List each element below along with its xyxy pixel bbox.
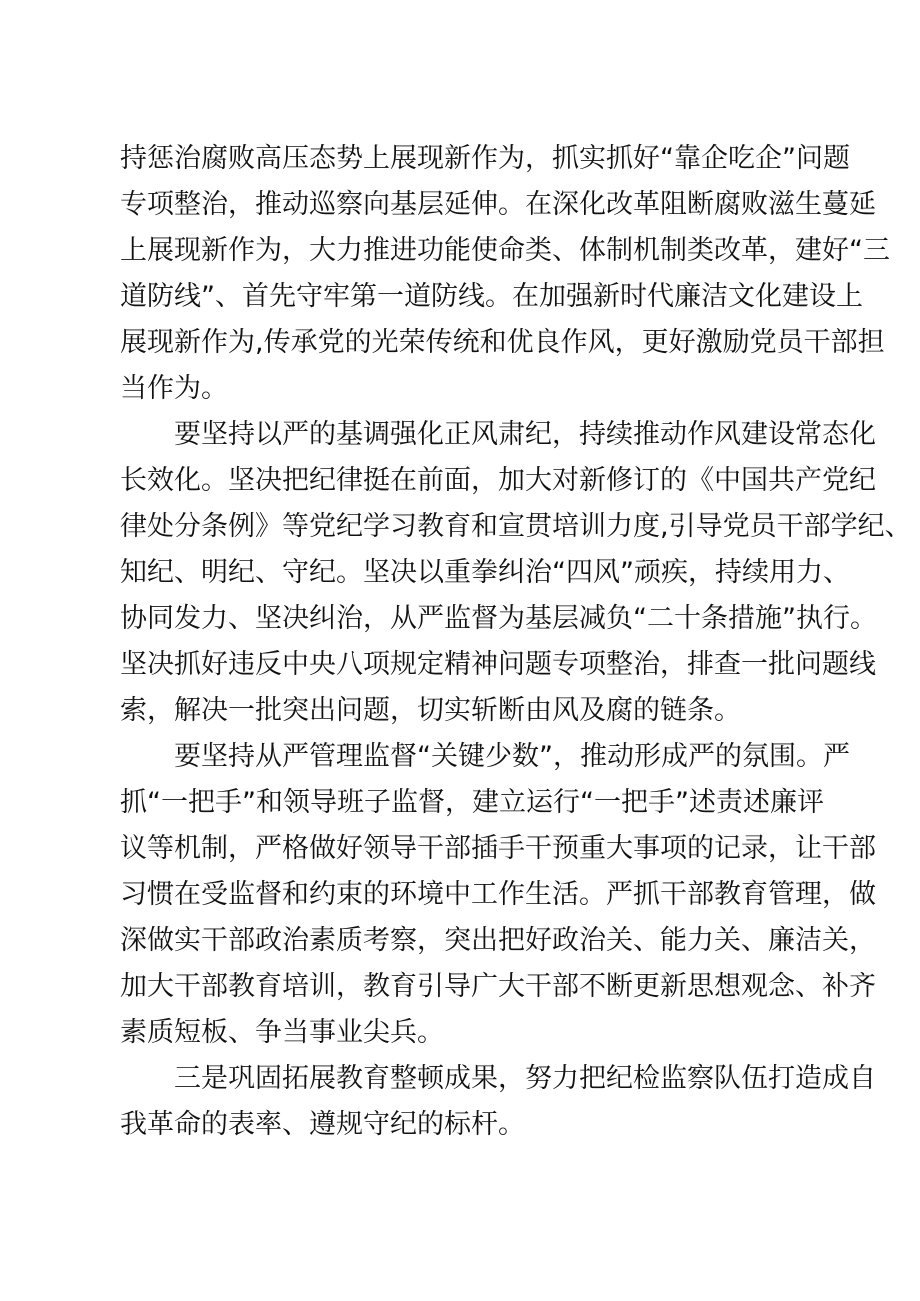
text-line: 三是巩固拓展教育整顿成果，努力把纪检监察队伍打造成自	[120, 1063, 876, 1094]
text-line: 律处分条例》等党纪学习教育和宣贯培训力度,引导党员干部学纪、	[120, 511, 912, 542]
text-line: 要坚持以严的基调强化正风肃纪，持续推动作风建设常态化	[120, 419, 876, 450]
text-line: 知纪、明纪、守纪。坚决以重拳纠治“四风”顽疾，持续用力、	[120, 557, 850, 588]
text-line: 索，解决一批突出问题，切实斩断由风及腐的链条。	[120, 695, 741, 726]
text-line: 道防线”、首先守牢第一道防线。在加强新时代廉洁文化建设上	[120, 281, 863, 312]
text-line: 我革命的表率、遵规守纪的标杆。	[120, 1109, 525, 1140]
text-line: 当作为。	[120, 373, 228, 404]
text-line: 专项整治，推动巡察向基层延伸。在深化改革阻断腐败滋生蔓延	[120, 189, 876, 220]
paragraph-3	[120, 734, 876, 1056]
text-line: 素质短板、争当事业尖兵。	[120, 1017, 444, 1048]
text-line: 习惯在受监督和约束的环境中工作生活。严抓干部教育管理，做	[120, 879, 876, 910]
text-line: 持惩治腐败高压态势上展现新作为，抓实抓好“靠企吃企”问题	[120, 143, 850, 174]
text-line: 坚决抓好违反中央八项规定精神问题专项整治，排查一批问题线	[120, 649, 876, 680]
text-line: 加大干部教育培训，教育引导广大干部不断更新思想观念、补齐	[120, 971, 876, 1002]
paragraph-2	[120, 412, 912, 734]
paragraph-1	[120, 136, 890, 412]
paragraph-4	[120, 1056, 876, 1148]
text-line: 深做实干部政治素质考察，突出把好政治关、能力关、廉洁关，	[120, 925, 876, 956]
text-line: 协同发力、坚决纠治，从严监督为基层减负“二十条措施”执行。	[120, 603, 877, 634]
text-line: 展现新作为,传承党的光荣传统和优良作风，更好激励党员干部担	[120, 327, 885, 358]
text-line: 上展现新作为，大力推进功能使命类、体制机制类改革，建好“三	[120, 235, 890, 266]
text-line: 长效化。坚决把纪律挺在前面，加大对新修订的《中国共产党纪	[120, 465, 876, 496]
text-line: 要坚持从严管理监督“关键少数”，推动形成严的氛围。严	[120, 741, 850, 772]
text-line: 议等机制，严格做好领导干部插手干预重大事项的记录，让干部	[120, 833, 876, 864]
text-line: 抓“一把手”和领导班子监督，建立运行“一把手”述责述廉评	[120, 787, 824, 818]
document-body	[120, 136, 912, 1148]
